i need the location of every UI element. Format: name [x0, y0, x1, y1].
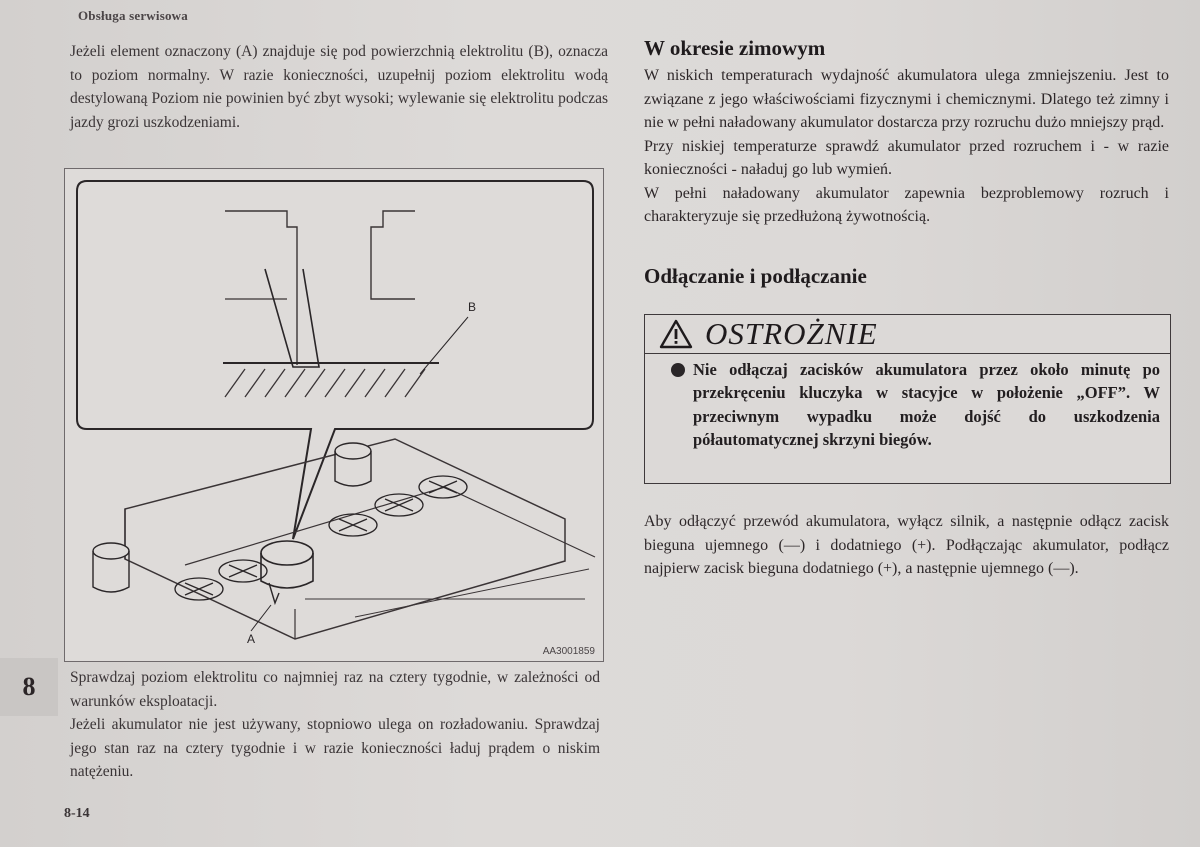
- warning-triangle-icon: [659, 319, 693, 349]
- intro-paragraph: Jeżeli element oznaczony (A) znajduje się pod powierzchnią elektrolitu (B), oznacza to poziom normalny. W razie konieczności, uzupełnij poziom elektrolitu wodą destylowaną Poziom nie powinien być zbyt wysoki; wylewanie się elektrolitu podczas jazdy grozi uszkodzeniami.: [70, 43, 608, 131]
- caution-text: Nie odłączaj zacisków akumulatora przez około minutę po przekręceniu kluczyka w stacyjce w położenie „OFF”. W przeciwnym wypadku może dojść do uszkodzenia półautomatycznej skrzyni biegów.: [693, 360, 1160, 449]
- chapter-tab: 8: [0, 658, 58, 716]
- disconnect-paragraph: Aby odłączyć przewód akumulatora, wyłącz silnik, a następnie odłącz zacisk bieguna ujemnego (—) i dodatniego (+). Podłączając akumulator, podłącz najpierw zacisk bieguna dodatniego (+), a następnie ujemnego (—).: [644, 513, 1169, 577]
- caution-title: OSTROŻNIE: [705, 316, 878, 351]
- battery-diagram-icon: [65, 169, 603, 661]
- check-frequency-paragraph: Sprawdzaj poziom elektrolitu co najmniej raz na cztery tygodnie, w zależności od warunków eksploatacji.: [70, 669, 600, 710]
- winter-paragraph-2: Przy niskiej temperaturze sprawdź akumulator przed rozruchem i - w razie konieczności - naładuj go lub wymień.: [644, 137, 1169, 178]
- check-instructions: [70, 666, 600, 784]
- caution-box: [644, 314, 1171, 484]
- page-number: 8-14: [64, 806, 90, 821]
- discharge-paragraph: Jeżeli akumulator nie jest używany, stopniowo ulega on rozładowaniu. Sprawdzaj jego stan raz na cztery tygodnie i w razie konieczności ładuj prądem o niskim natężeniu.: [70, 716, 600, 780]
- disconnect-heading: Odłączanie i podłączanie: [644, 264, 867, 288]
- bullet-icon: [671, 363, 685, 377]
- section-header: Obsługa serwisowa: [78, 8, 188, 23]
- figure-code: AA3001859: [542, 646, 595, 657]
- winter-paragraph-1: W niskich temperaturach wydajność akumulatora ulega zmniejszeniu. Jest to związane z jego właściwościami fizycznymi i chemicznymi. Dlatego też zimny i nie w pełni naładowany akumulator dostarcza przy rozruchu dużo mniejszy prąd.: [644, 67, 1169, 131]
- winter-heading: W okresie zimowym: [644, 36, 826, 60]
- winter-section: [644, 64, 1169, 229]
- winter-paragraph-3: W pełni naładowany akumulator zapewnia bezproblemowy rozruch i charakteryzuje się przedłużoną żywotnością.: [644, 184, 1169, 225]
- caution-header: [645, 315, 1170, 354]
- label-b: B: [468, 300, 477, 314]
- caution-body: [645, 354, 1170, 451]
- label-a: A: [247, 632, 256, 646]
- battery-illustration: [64, 168, 604, 662]
